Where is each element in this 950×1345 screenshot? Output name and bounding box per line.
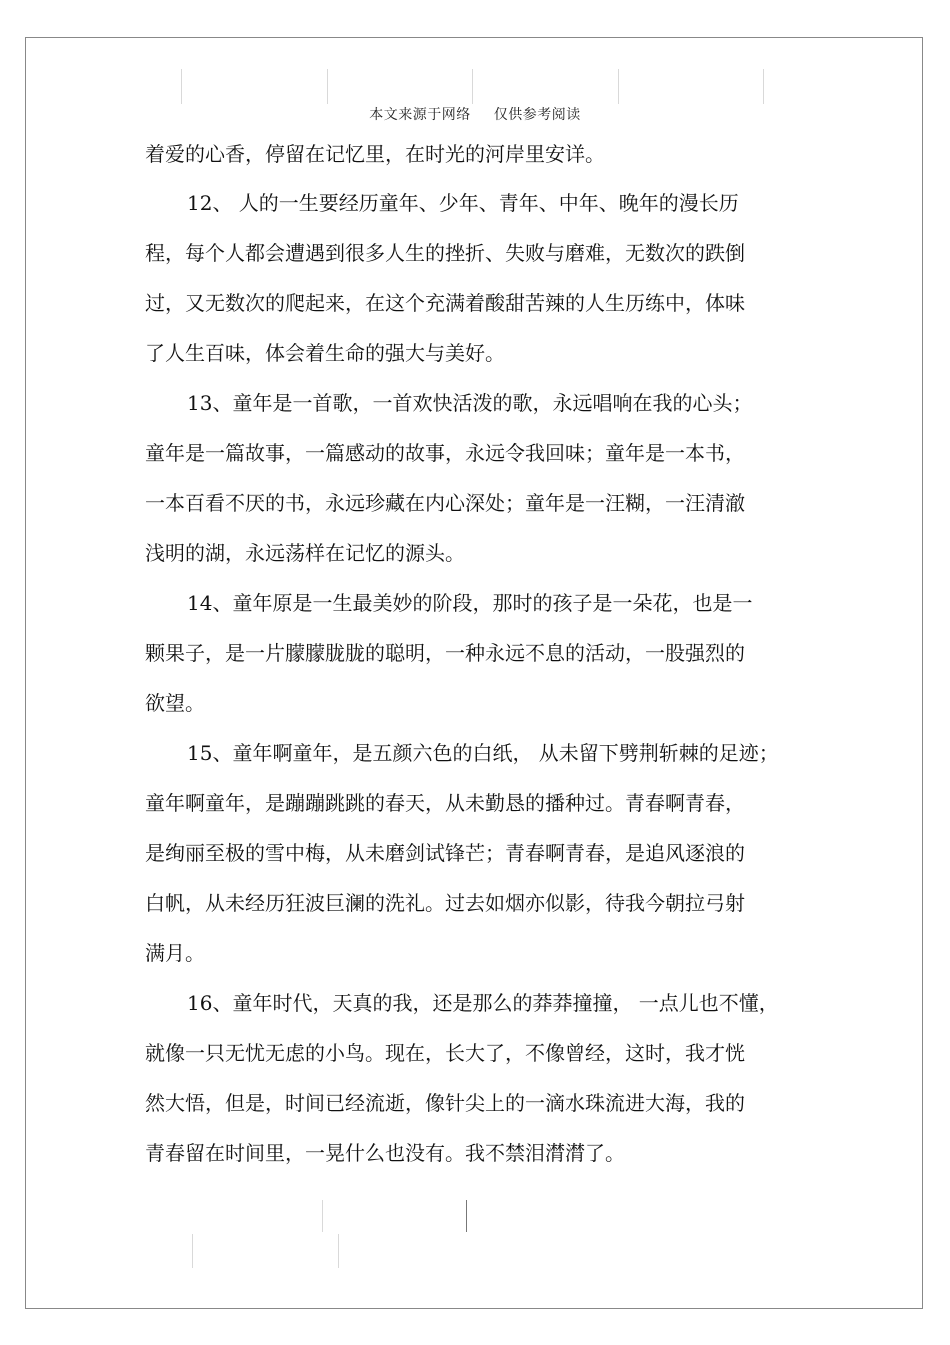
text-line: 童年是一篇故事，一篇感动的故事，永远令我回味；童年是一本书， (145, 441, 745, 465)
scan-mark (466, 1200, 467, 1232)
scan-mark (192, 1234, 193, 1268)
text-line: 13、童年是一首歌，一首欢快活泼的歌，永远唱响在我的心头； (187, 391, 753, 415)
text-line: 青春留在时间里，一晃什么也没有。我不禁泪潸潸了。 (145, 1141, 625, 1165)
text-line: 满月。 (145, 941, 205, 965)
text-line: 欲望。 (145, 691, 205, 715)
text-line: 着爱的心香，停留在记忆里，在时光的河岸里安详。 (145, 142, 605, 166)
text-line: 14、童年原是一生最美妙的阶段，那时的孩子是一朵花，也是一 (187, 591, 753, 615)
scan-mark (338, 1234, 339, 1268)
scan-mark (763, 69, 764, 104)
text-line: 程，每个人都会遭遇到很多人生的挫折、失败与磨难，无数次的跌倒 (145, 241, 745, 265)
text-line: 过，又无数次的爬起来，在这个充满着酸甜苦辣的人生历练中，体味 (145, 291, 745, 315)
text-line: 然大悟，但是，时间已经流逝，像针尖上的一滴水珠流进大海，我的 (145, 1091, 745, 1115)
scan-mark (327, 69, 328, 104)
text-line: 颗果子，是一片朦朦胧胧的聪明，一种永远不息的活动，一股强烈的 (145, 641, 745, 665)
scan-mark (322, 1200, 323, 1232)
text-line: 16、童年时代，天真的我，还是那么的莽莽撞撞， 一点儿也不懂， (187, 991, 779, 1015)
scan-mark (618, 69, 619, 104)
scan-mark (181, 69, 182, 104)
header-note: 本文来源于网络 仅供参考阅读 (369, 107, 581, 123)
text-line: 就像一只无忧无虑的小鸟。现在，长大了，不像曾经，这时，我才恍 (145, 1041, 745, 1065)
text-line: 童年啊童年，是蹦蹦跳跳的春天，从未勤恳的播种过。青春啊青春， (145, 791, 745, 815)
text-line: 是绚丽至极的雪中梅，从未磨剑试锋芒；青春啊青春，是追风逐浪的 (145, 841, 745, 865)
text-line: 一本百看不厌的书，永远珍藏在内心深处；童年是一汪糊，一汪清澈 (145, 491, 745, 515)
text-line: 了人生百味，体会着生命的强大与美好。 (145, 341, 505, 365)
text-line: 白帆，从未经历狂波巨澜的洗礼。过去如烟亦似影，待我今朝拉弓射 (145, 891, 745, 915)
text-line: 12、 人的一生要经历童年、少年、青年、中年、晚年的漫长历 (187, 191, 739, 215)
scan-mark (472, 69, 473, 104)
text-line: 浅明的湖，永远荡样在记忆的源头。 (145, 541, 465, 565)
text-line: 15、童年啊童年，是五颜六色的白纸， 从未留下劈荆斩棘的足迹； (187, 741, 779, 765)
page-border (25, 37, 923, 1309)
